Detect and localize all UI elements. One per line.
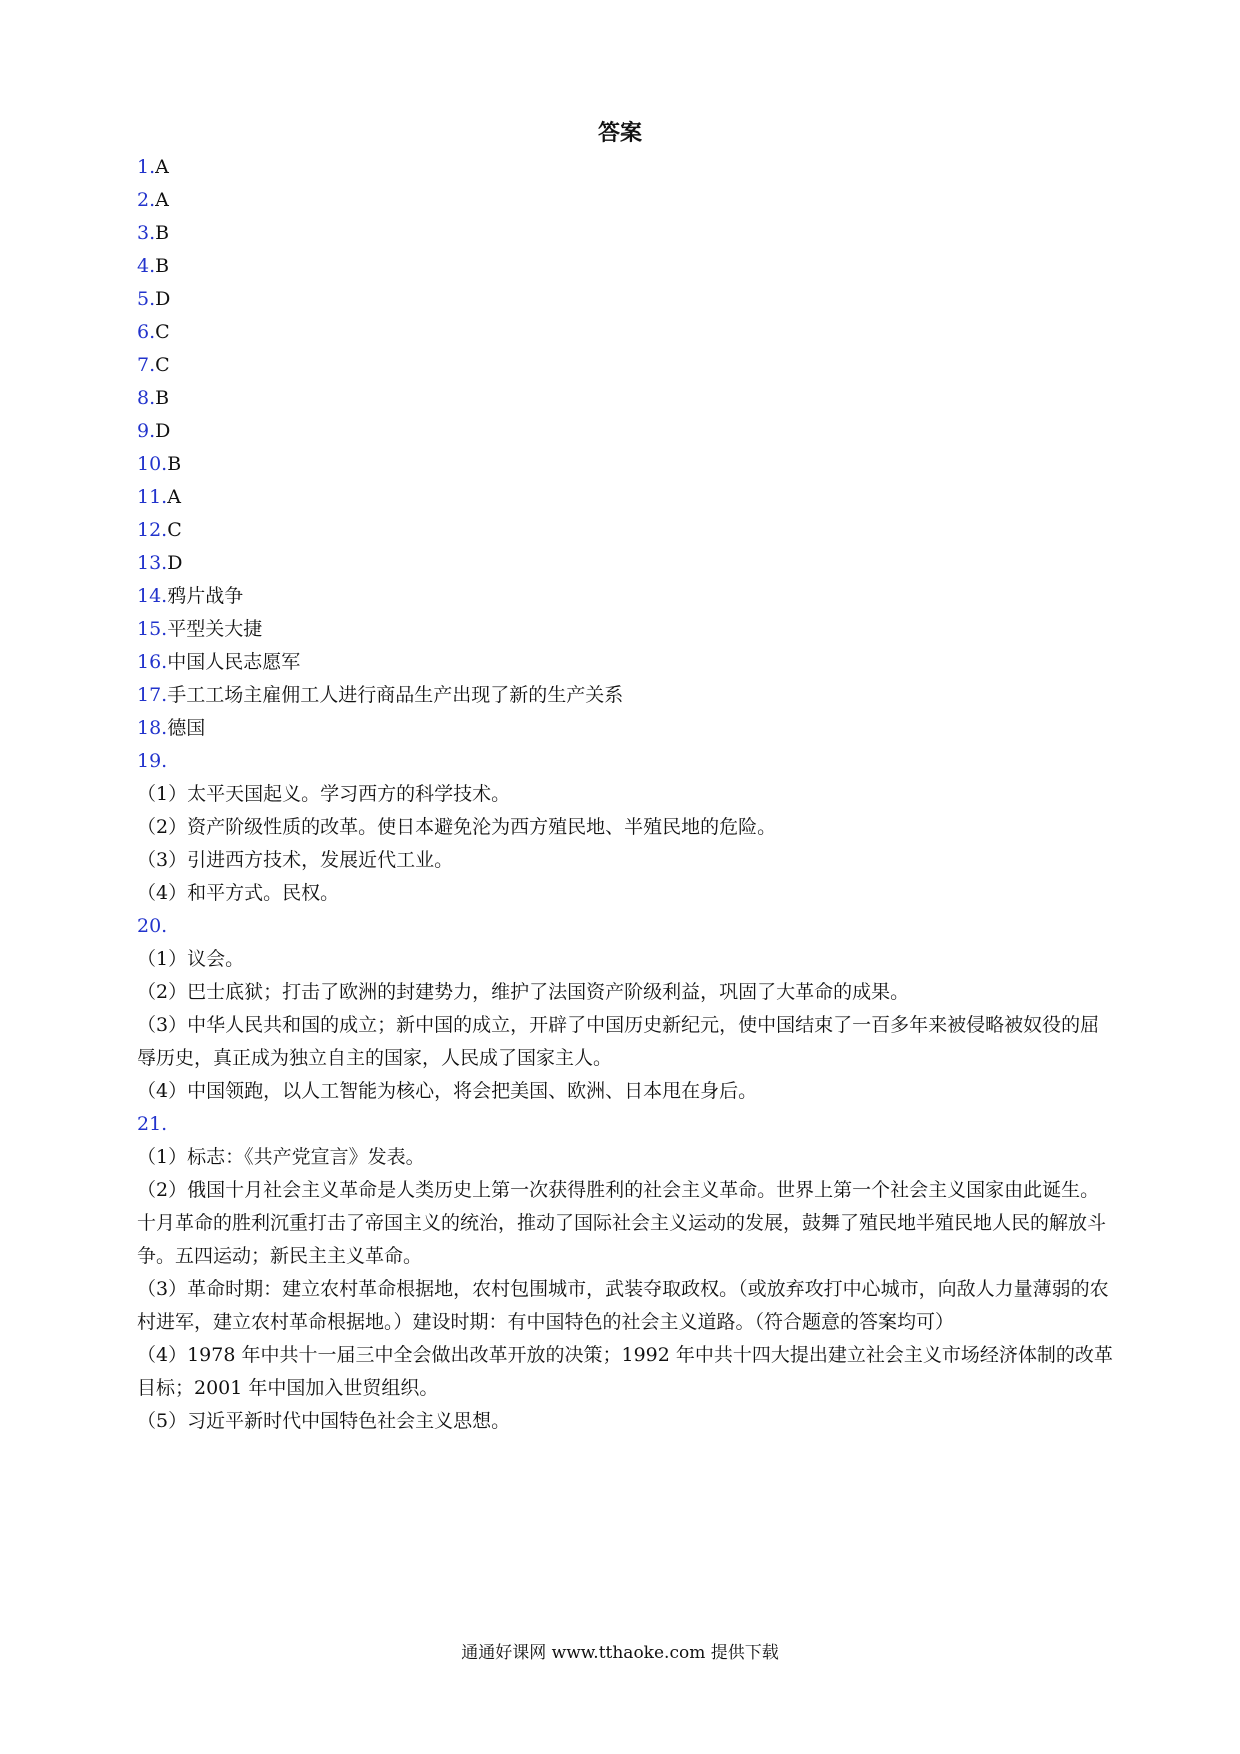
question-19-part-2: （2）资产阶级性质的改革。使日本避免沦为西方殖民地、半殖民地的危险。 — [137, 816, 777, 838]
page-title: 答案 — [597, 121, 642, 146]
question-number: 15. — [137, 618, 168, 640]
question-number: 11. — [137, 486, 168, 508]
answer-item — [137, 712, 1117, 745]
question-19-header — [137, 745, 1117, 778]
answer-item — [137, 151, 1117, 184]
question-number: 9. — [137, 420, 156, 442]
answer-text: B — [155, 387, 170, 409]
answer-item — [137, 514, 1117, 547]
answer-text: 鸦片战争 — [167, 585, 244, 607]
answer-text: D — [155, 420, 171, 442]
answer-text: C — [155, 321, 170, 343]
question-19-part-4: （4）和平方式。民权。 — [137, 882, 340, 904]
answer-text: 平型关大捷 — [167, 618, 263, 640]
answer-text: D — [167, 552, 183, 574]
question-21-part-1: （1）标志：《共产党宣言》发表。 — [137, 1146, 425, 1168]
answer-item — [137, 217, 1117, 250]
question-number: 3. — [137, 222, 156, 244]
question-number: 21. — [137, 1113, 168, 1135]
answer-text: A — [155, 189, 169, 211]
answer-item — [137, 547, 1117, 580]
question-number: 19. — [137, 750, 168, 772]
question-21-part-4: （4）1978 年中共十一届三中全会做出改革开放的决策；1992 年中共十四大提出建立社会主义市场经济体制的改革目标；2001 年中国加入世贸组织。 — [137, 1344, 1113, 1399]
question-21-part-3: （3）革命时期：建立农村革命根据地，农村包围城市，武装夺取政权。（或放弃攻打中心城市，向敌人力量薄弱的农村进军，建立农村革命根据地。）建设时期：有中国特色的社会主义道路。（符合题意的答案均可） — [137, 1278, 1109, 1333]
answer-item — [137, 481, 1117, 514]
question-20-part-4: （4）中国领跑，以人工智能为核心，将会把美国、欧洲、日本甩在身后。 — [137, 1080, 758, 1102]
question-number: 16. — [137, 651, 168, 673]
question-19-part-1: （1）太平天国起义。学习西方的科学技术。 — [137, 783, 511, 805]
answer-item — [137, 250, 1117, 283]
question-number: 12. — [137, 519, 168, 541]
question-21-header — [137, 1108, 1117, 1141]
question-number: 14. — [137, 585, 168, 607]
question-20-part-1: （1）议会。 — [137, 948, 245, 970]
question-number: 10. — [137, 453, 168, 475]
answer-text: D — [155, 288, 171, 310]
answer-text: 中国人民志愿军 — [167, 651, 301, 673]
answer-text: C — [167, 519, 182, 541]
answer-item — [137, 679, 1117, 712]
question-20-part-2: （2）巴士底狱；打击了欧洲的封建势力，维护了法国资产阶级利益，巩固了大革命的成果。 — [137, 981, 910, 1003]
answer-text: B — [155, 222, 170, 244]
answer-item — [137, 646, 1117, 679]
question-number: 6. — [137, 321, 156, 343]
question-number: 1. — [137, 156, 156, 178]
question-number: 13. — [137, 552, 168, 574]
question-number: 2. — [137, 189, 156, 211]
answer-item — [137, 316, 1117, 349]
answer-text: 手工工场主雇佣工人进行商品生产出现了新的生产关系 — [167, 684, 624, 706]
answer-text: A — [167, 486, 181, 508]
page-footer: 通通好课网 www.tthaoke.com 提供下载 — [461, 1643, 779, 1663]
question-20-header — [137, 910, 1117, 943]
answer-item — [137, 415, 1117, 448]
question-20-part-3: （3）中华人民共和国的成立；新中国的成立，开辟了中国历史新纪元，使中国结束了一百多年来被侵略被奴役的屈辱历史，真正成为独立自主的国家，人民成了国家主人。 — [137, 1014, 1100, 1069]
answer-item — [137, 448, 1117, 481]
answer-text: B — [167, 453, 182, 475]
question-number: 20. — [137, 915, 168, 937]
answer-list — [137, 151, 1117, 1438]
question-number: 5. — [137, 288, 156, 310]
answer-item — [137, 613, 1117, 646]
question-19-part-3: （3）引进西方技术，发展近代工业。 — [137, 849, 454, 871]
answer-item — [137, 184, 1117, 217]
answer-text: 德国 — [167, 717, 206, 739]
question-21-part-2: （2）俄国十月社会主义革命是人类历史上第一次获得胜利的社会主义革命。世界上第一个社会主义国家由此诞生。十月革命的胜利沉重打击了帝国主义的统治，推动了国际社会主义运动的发展，鼓舞了殖民地半殖民地人民的解放斗争。五四运动；新民主主义革命。 — [137, 1179, 1107, 1267]
answer-text: B — [155, 255, 170, 277]
answer-item — [137, 349, 1117, 382]
answer-text: A — [155, 156, 169, 178]
question-number: 7. — [137, 354, 156, 376]
question-number: 8. — [137, 387, 156, 409]
answer-item — [137, 283, 1117, 316]
question-number: 17. — [137, 684, 168, 706]
answer-item — [137, 382, 1117, 415]
answer-item — [137, 580, 1117, 613]
question-21-part-5: （5）习近平新时代中国特色社会主义思想。 — [137, 1410, 511, 1432]
answer-text: C — [155, 354, 170, 376]
question-number: 4. — [137, 255, 156, 277]
question-number: 18. — [137, 717, 168, 739]
